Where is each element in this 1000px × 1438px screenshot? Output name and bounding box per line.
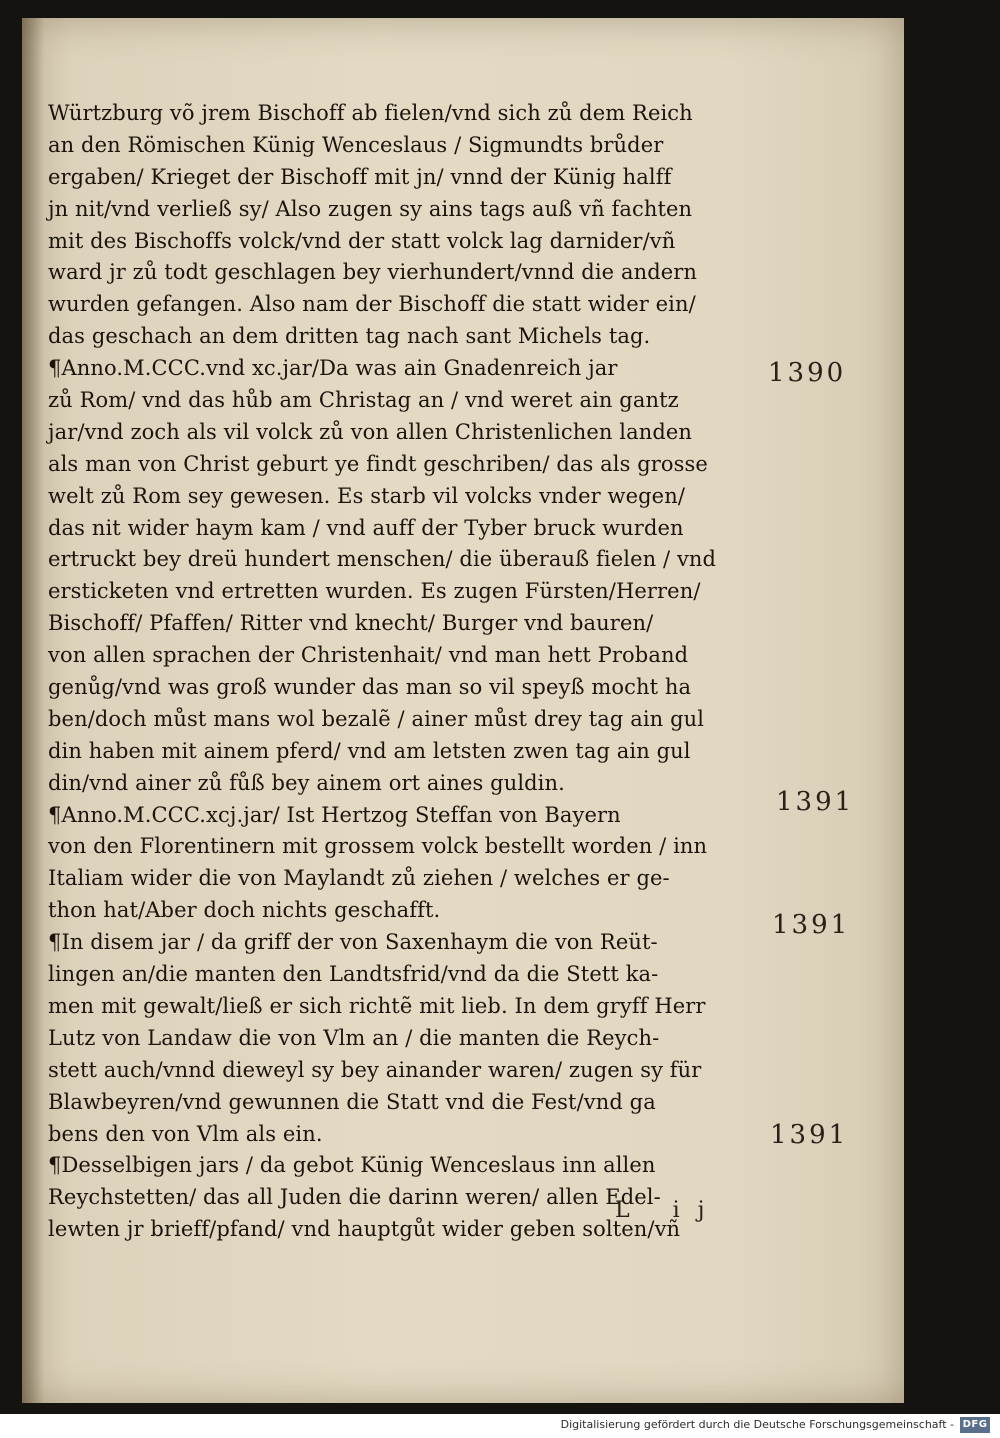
text-line: wurden gefangen. Also nam der Bischoff die statt wider ein/ <box>48 292 696 317</box>
text-line: genůg/vnd was groß wunder das man so vil speyß mocht ha <box>48 675 692 700</box>
text-line: bens den von Vlm als ein. <box>48 1121 323 1146</box>
text-line: von den Florentinern mit grossem volck bestellt worden / inn <box>48 834 708 859</box>
text-line: als man von Christ geburt ye findt geschriben/ das als grosse <box>48 451 708 476</box>
text-line: ertruckt bey dreü hundert menschen/ die überauß fielen / vnd <box>48 547 717 572</box>
text-line: Blawbeyren/vnd gewunnen die Statt vnd die Fest/vnd ga <box>48 1089 656 1114</box>
text-line: Bischoff/ Pfaffen/ Ritter vnd knecht/ Burger vnd bauren/ <box>48 611 654 636</box>
text-line: ¶Anno.M.CCC.vnd xc.jar/Da was ain Gnadenreich jar <box>48 356 618 381</box>
text-line: jn nit/vnd verließ sy/ Also zugen sy ains tags auß vñ fachten <box>48 196 693 221</box>
text-line: thon hat/Aber doch nichts geschafft. <box>48 898 441 923</box>
text-line: ¶Desselbigen jars / da gebot Künig Wenceslaus inn allen <box>48 1153 656 1178</box>
text-line: Italiam wider die von Maylandt zů ziehen / welches er ge- <box>48 866 670 891</box>
funding-credit: Digitalisierung gefördert durch die Deutsche Forschungsgemeinschaft - <box>560 1418 954 1431</box>
margin-year-1391: 1391 <box>772 910 851 940</box>
text-line: an den Römischen Künig Wenceslaus / Sigmundts brůder <box>48 132 664 157</box>
text-line: von allen sprachen der Christenhait/ vnd man hett Proband <box>48 643 689 668</box>
text-line: Würtzburg võ jrem Bischoff ab fielen/vnd sich zů dem Reich <box>48 101 693 125</box>
text-line: jar/vnd zoch als vil volck zů von allen Christenlichen landen <box>48 419 693 444</box>
text-line: das nit wider haym kam / vnd auff der Tyber bruck wurden <box>48 515 684 540</box>
page-gutter-shadow <box>22 18 44 1403</box>
text-line: lewten jr brieff/pfand/ vnd hauptgůt wider geben solten/vñ <box>48 1217 681 1242</box>
text-line: din haben mit ainem pferd/ vnd am letsten zwen tag ain gul <box>48 738 691 763</box>
margin-year-1390: 1390 <box>768 358 847 388</box>
text-line: mit des Bischoffs volck/vnd der statt volck lag darnider/vñ <box>48 228 676 253</box>
body-text <box>48 98 828 1246</box>
text-line: stett auch/vnnd dieweyl sy bey ainander waren/ zugen sy für <box>48 1057 702 1082</box>
book-page <box>22 18 904 1403</box>
text-line: ben/doch můst mans wol bezalẽ / ainer můst drey tag ain gul <box>48 706 705 731</box>
text-line: Reychstetten/ das all Juden die darinn weren/ allen Edel- <box>48 1185 661 1210</box>
text-line: welt zů Rom sey gewesen. Es starb vil volcks vnder wegen/ <box>48 483 685 508</box>
text-line: ¶In disem jar / da griff der von Saxenhaym die von Reüt- <box>48 930 658 955</box>
text-line: lingen an/die manten den Landtsfrid/vnd da die Stett ka- <box>48 962 659 987</box>
text-line: ersticketen vnd ertretten wurden. Es zugen Fürsten/Herren/ <box>48 579 701 604</box>
text-line: das geschach an dem dritten tag nach sant Michels tag. <box>48 324 651 349</box>
text-line: ¶Anno.M.CCC.xcj.jar/ Ist Hertzog Steffan von Bayern <box>48 802 621 827</box>
text-line: ergaben/ Krieget der Bischoff mit jn/ vnnd der Künig halff <box>48 164 672 189</box>
footer-bar <box>0 1414 1000 1438</box>
margin-year-1391: 1391 <box>770 1120 849 1150</box>
text-line: ward jr zů todt geschlagen bey vierhundert/vnnd die andern <box>48 260 698 285</box>
text-line: zů Rom/ vnd das hůb am Christag an / vnd weret ain gantz <box>48 388 679 413</box>
dfg-logo: DFG <box>960 1417 990 1433</box>
text-line: Lutz von Landaw die von Vlm an / die manten die Reych- <box>48 1025 660 1050</box>
text-line: din/vnd ainer zů fůß bey ainem ort aines guldin. <box>48 770 565 795</box>
text-line: men mit gewalt/ließ er sich richtẽ mit lieb. In dem gryff Herr <box>48 993 706 1018</box>
signature-mark: L ij <box>615 1198 723 1223</box>
margin-year-1391: 1391 <box>776 787 855 817</box>
